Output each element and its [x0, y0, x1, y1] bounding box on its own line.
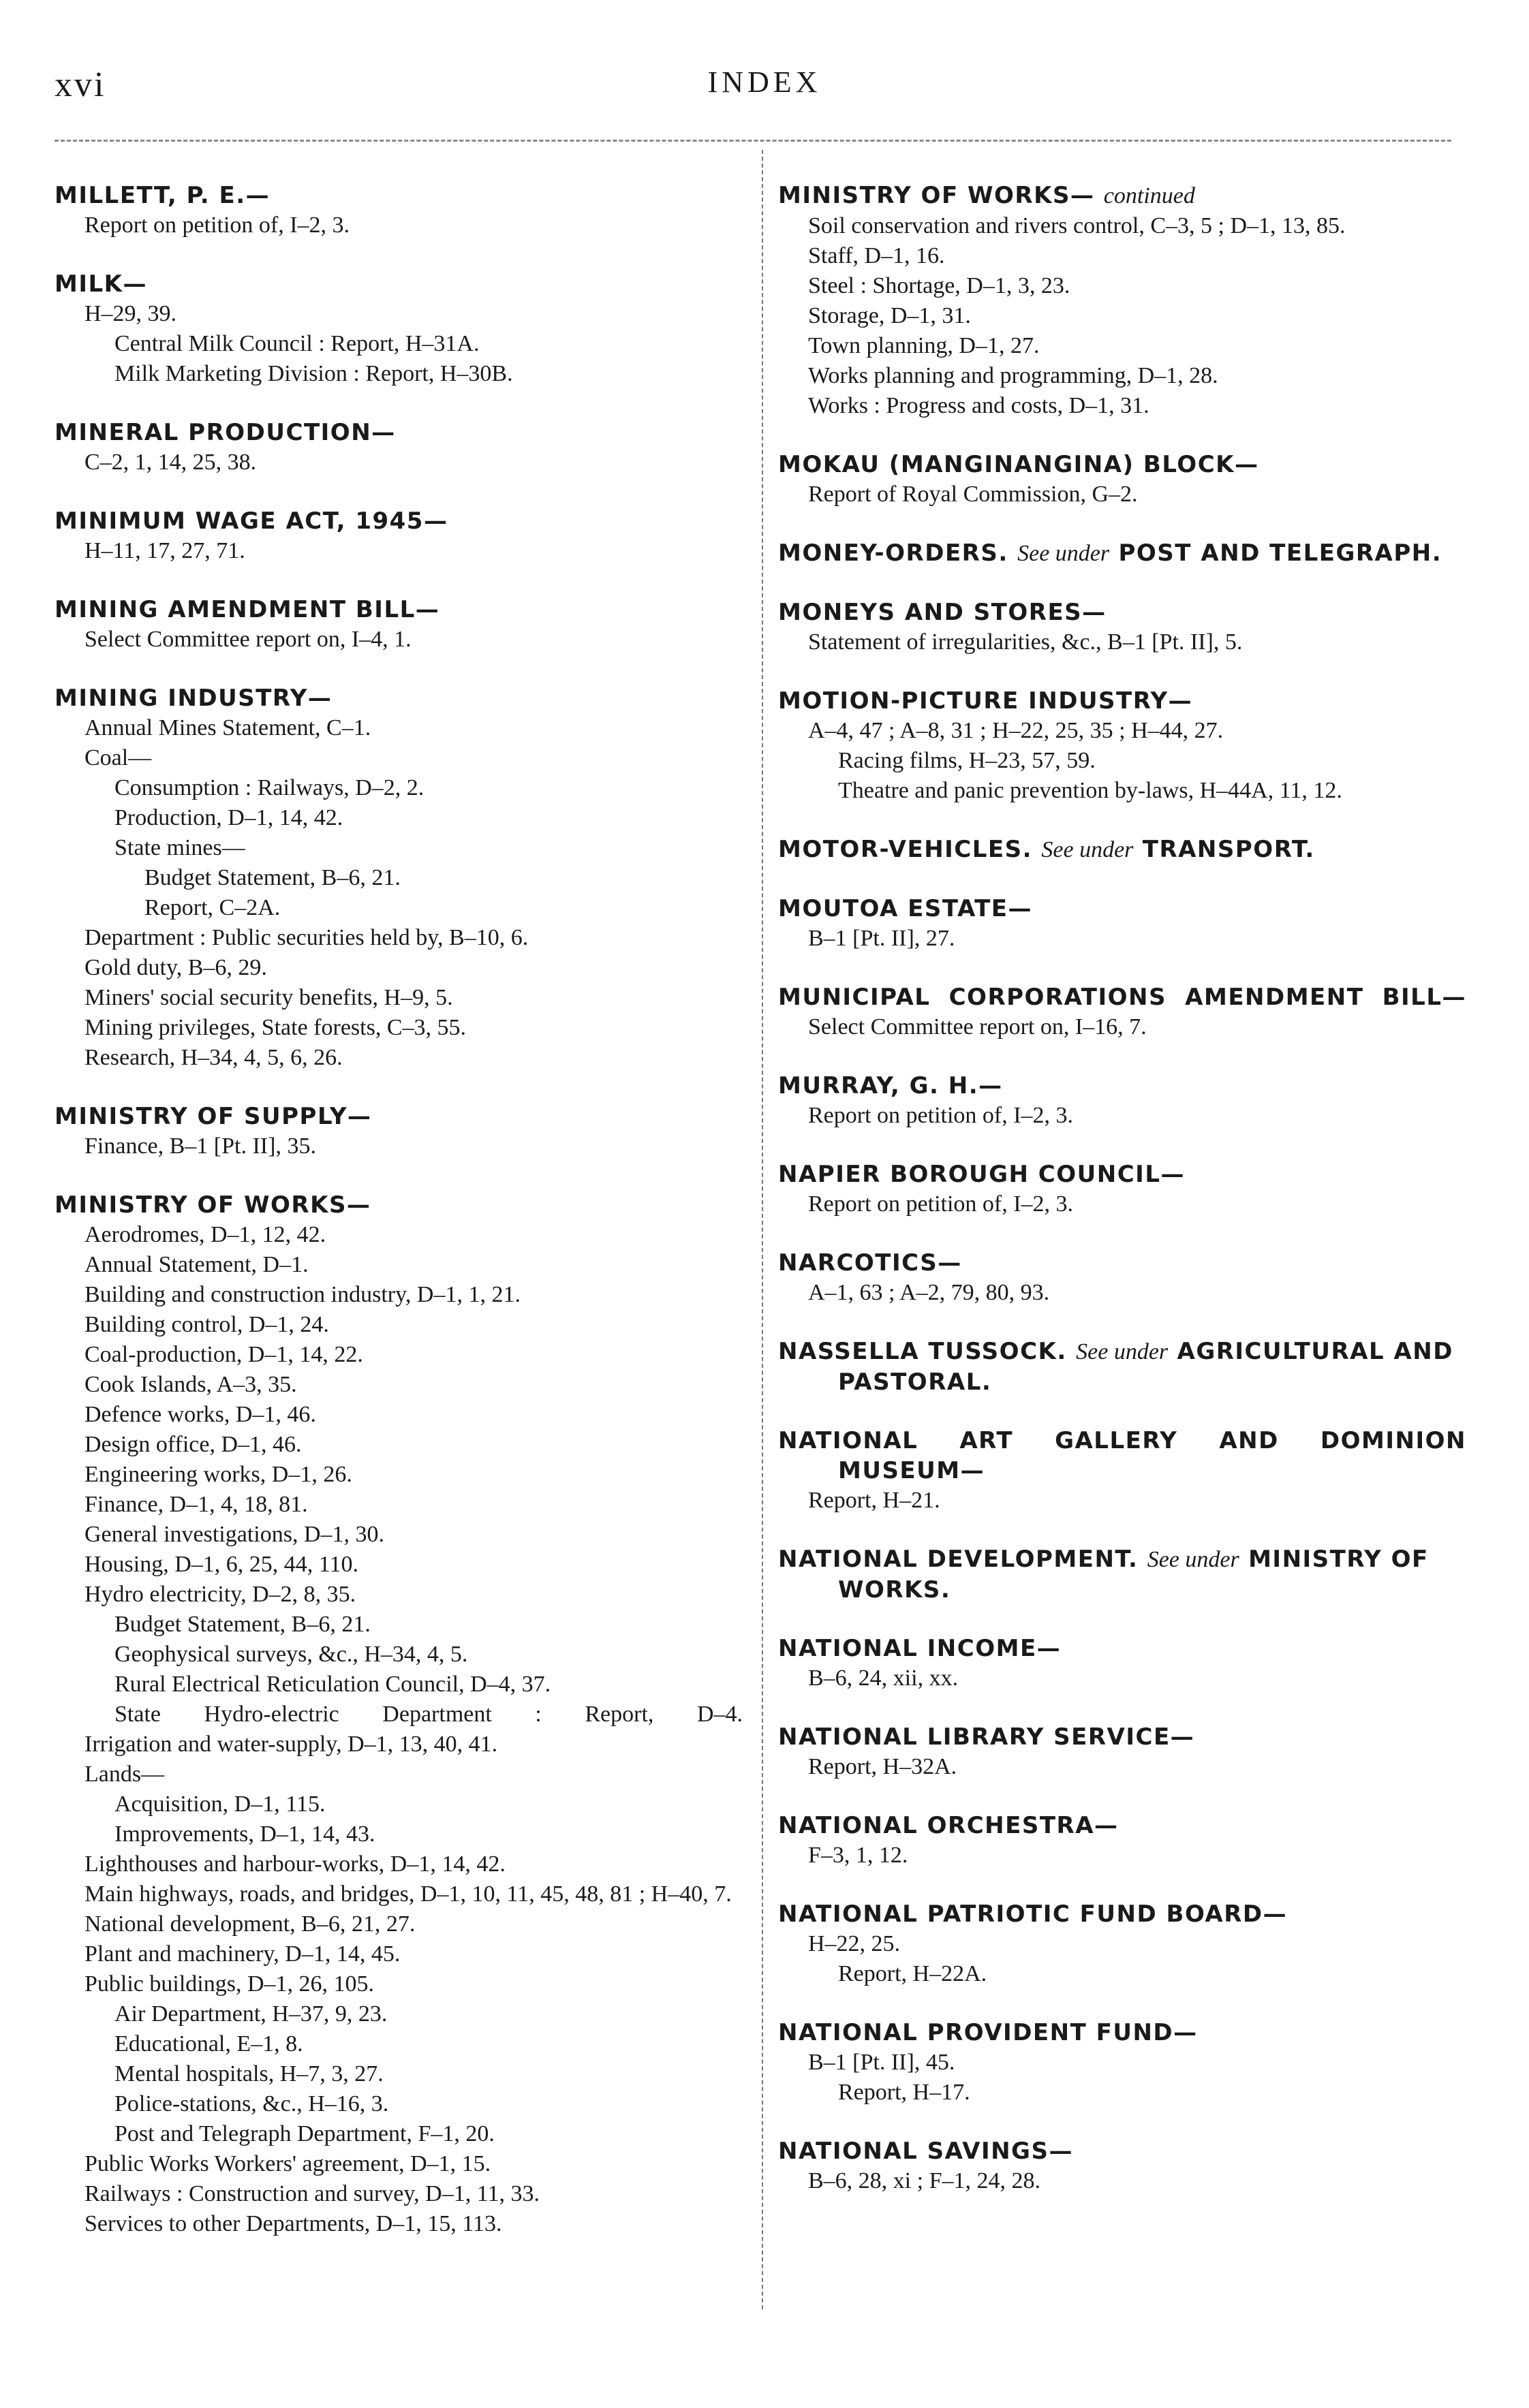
index-entry [55, 506, 743, 566]
index-entry [55, 181, 743, 240]
entry-line: Budget Statement, B–6, 21. [114, 1612, 371, 1637]
entry-line: Services to other Departments, D–1, 15, 113. [84, 2211, 502, 2236]
entry-line: Cook Islands, A–3, 35. [84, 1372, 297, 1397]
heading-text: MINING AMENDMENT BILL— [55, 596, 440, 623]
heading-text: NATIONAL ART GALLERY AND DOMINION MUSEUM— [778, 1427, 1466, 1484]
heading-text: MOTION-PICTURE INDUSTRY— [778, 687, 1193, 715]
entry-line: A–4, 47 ; A–8, 31 ; H–22, 25, 35 ; H–44, 27. [808, 718, 1224, 743]
index-entry [778, 1159, 1466, 1219]
entry-line: Theatre and panic prevention by-laws, H–44A, 11, 12. [838, 778, 1342, 803]
entry-line: Works : Progress and costs, D–1, 31. [808, 393, 1149, 418]
entry-line: Report on petition of, I–2, 3. [808, 1191, 1074, 1217]
index-entry [778, 538, 1466, 569]
entry-line: Public Works Workers' agreement, D–1, 15. [84, 2151, 491, 2176]
entry-heading [778, 1544, 1466, 1605]
entry-line: Racing films, H–23, 57, 59. [838, 748, 1096, 773]
cross-reference: AGRICULTURAL AND PASTORAL. [838, 1338, 1453, 1396]
entry-heading [778, 1336, 1466, 1397]
entry-heading [778, 1248, 1466, 1278]
entry-line: Department : Public securities held by, B–10, 6. [84, 925, 529, 950]
entry-line: Lands— [84, 1762, 165, 1787]
index-entry [55, 418, 743, 478]
entry-line: Mining privileges, State forests, C–3, 55. [84, 1015, 467, 1040]
entry-line: H–11, 17, 27, 71. [84, 538, 245, 563]
entry-line: Select Committee report on, I–16, 7. [808, 1014, 1147, 1039]
entry-line: Report, H–17. [838, 2080, 970, 2105]
entry-line: Statement of irregularities, &c., B–1 [Pt. II], 5. [808, 629, 1243, 655]
index-entry [778, 1336, 1466, 1397]
entry-line: Building and construction industry, D–1, 1, 21. [84, 1282, 521, 1307]
heading-text: MOKAU (MANGINANGINA) BLOCK— [778, 451, 1259, 478]
index-entry [778, 1633, 1466, 1693]
entry-line: Rural Electrical Reticulation Council, D–4, 37. [114, 1672, 551, 1697]
header-rule [55, 140, 1451, 142]
index-entry [778, 2018, 1466, 2108]
entry-heading [55, 683, 743, 713]
entry-line: Report, H–21. [808, 1488, 940, 1513]
entry-line: Gold duty, B–6, 29. [84, 955, 267, 980]
index-entry [778, 597, 1466, 657]
entry-line: C–2, 1, 14, 25, 38. [84, 450, 257, 475]
entry-line: Research, H–34, 4, 5, 6, 26. [84, 1045, 343, 1070]
entry-line: State mines— [114, 835, 245, 860]
page-title: INDEX [707, 65, 822, 99]
entry-line: Acquisition, D–1, 115. [114, 1792, 326, 1817]
entry-heading [55, 269, 743, 299]
index-entry [778, 1811, 1466, 1871]
heading-text: NATIONAL PROVIDENT FUND— [778, 2019, 1198, 2046]
index-entry [778, 894, 1466, 954]
index-entry [778, 1722, 1466, 1782]
heading-text: MURRAY, G. H.— [778, 1072, 1003, 1099]
heading-text: MINISTRY OF WORKS— [778, 182, 1095, 209]
heading-text: NAPIER BOROUGH COUNCIL— [778, 1161, 1185, 1188]
entry-line: Coal-production, D–1, 14, 22. [84, 1342, 363, 1367]
entry-line: Report, H–22A. [838, 1961, 987, 1986]
heading-text: NATIONAL DEVELOPMENT. [778, 1546, 1139, 1573]
entry-line: Railways : Construction and survey, D–1, 11, 33. [84, 2181, 540, 2206]
heading-text: NARCOTICS— [778, 1249, 962, 1277]
entry-line: Finance, B–1 [Pt. II], 35. [84, 1133, 316, 1159]
entry-line: Finance, D–1, 4, 18, 81. [84, 1492, 308, 1517]
entry-line: Engineering works, D–1, 26. [84, 1462, 352, 1487]
entry-heading [55, 1101, 743, 1131]
heading-text: NATIONAL LIBRARY SERVICE— [778, 1723, 1195, 1751]
entry-line: Aerodromes, D–1, 12, 42. [84, 1222, 326, 1247]
entry-line: Geophysical surveys, &c., H–34, 4, 5. [114, 1642, 468, 1667]
entry-line: F–3, 1, 12. [808, 1843, 908, 1868]
entry-line: B–6, 28, xi ; F–1, 24, 28. [808, 2168, 1040, 2193]
page-number: xvi [55, 65, 106, 104]
entry-line: Educational, E–1, 8. [114, 2031, 303, 2057]
entry-line: Budget Statement, B–6, 21. [144, 865, 401, 890]
entry-heading [778, 181, 1466, 211]
entry-heading [778, 597, 1466, 627]
index-entry [778, 1544, 1466, 1605]
entry-line: Report of Royal Commission, G–2. [808, 482, 1138, 507]
heading-text: NATIONAL INCOME— [778, 1635, 1062, 1662]
heading-text: MILLETT, P. E.— [55, 182, 271, 209]
heading-text: MINERAL PRODUCTION— [55, 419, 396, 446]
index-entry [778, 181, 1466, 421]
entry-line: Lighthouses and harbour-works, D–1, 14, 42. [84, 1851, 506, 1877]
cross-reference: POST AND TELEGRAPH. [1118, 540, 1442, 567]
index-entry [778, 2136, 1466, 2196]
entry-line: Report, C–2A. [144, 895, 281, 920]
entry-line: Soil conservation and rivers control, C–3, 5 ; D–1, 13, 85. [808, 213, 1346, 238]
heading-text: MINING INDUSTRY— [55, 685, 333, 712]
entry-line: Defence works, D–1, 46. [84, 1402, 316, 1427]
entry-line: Improvements, D–1, 14, 43. [114, 1821, 375, 1847]
entry-heading [55, 418, 743, 448]
heading-text: NATIONAL SAVINGS— [778, 2138, 1073, 2165]
index-entry [778, 450, 1466, 510]
entry-heading [778, 2018, 1466, 2048]
entry-heading [778, 2136, 1466, 2166]
right-column [778, 181, 1466, 2225]
see-under-note: See under [1147, 1547, 1239, 1572]
entry-line: A–1, 63 ; A–2, 79, 80, 93. [808, 1280, 1050, 1305]
entry-line: B–1 [Pt. II], 27. [808, 926, 955, 951]
entry-line: General investigations, D–1, 30. [84, 1522, 385, 1547]
entry-line: Annual Mines Statement, C–1. [84, 715, 371, 740]
heading-text: NASSELLA TUSSOCK. [778, 1338, 1067, 1365]
entry-line: Report on petition of, I–2, 3. [808, 1103, 1074, 1128]
entry-line: Building control, D–1, 24. [84, 1312, 329, 1337]
see-under-note: See under [1017, 541, 1110, 566]
entry-line: B–6, 24, xii, xx. [808, 1666, 959, 1691]
entry-heading [55, 1190, 743, 1220]
entry-line: Steel : Shortage, D–1, 3, 23. [808, 273, 1070, 298]
heading-text: NATIONAL ORCHESTRA— [778, 1812, 1119, 1839]
index-entry [778, 982, 1466, 1042]
see-under-note: See under [1041, 837, 1134, 862]
entry-line: Mental hospitals, H–7, 3, 27. [114, 2061, 384, 2086]
entry-line: H–22, 25. [808, 1931, 901, 1956]
heading-text: MOTOR-VEHICLES. [778, 836, 1033, 863]
entry-heading [55, 595, 743, 625]
index-entry [778, 1248, 1466, 1308]
left-column [55, 181, 743, 2268]
entry-line: Annual Statement, D–1. [84, 1252, 309, 1277]
entry-line: Main highways, roads, and bridges, D–1, 10, 11, 45, 48, 81 ; H–40, 7. [84, 1881, 732, 1907]
entry-heading [778, 1426, 1466, 1486]
entry-line: Consumption : Railways, D–2, 2. [114, 775, 424, 800]
index-entry [778, 1071, 1466, 1131]
entry-heading [778, 1722, 1466, 1752]
entry-line: Miners' social security benefits, H–9, 5. [84, 985, 453, 1010]
index-entry [55, 269, 743, 389]
index-entry [55, 595, 743, 655]
entry-line: Report on petition of, I–2, 3. [84, 213, 350, 238]
entry-heading [778, 894, 1466, 924]
entry-line: National development, B–6, 21, 27. [84, 1911, 416, 1937]
heading-text: MONEYS AND STORES— [778, 599, 1107, 626]
heading-text: MUNICIPAL CORPORATIONS AMENDMENT BILL— [778, 984, 1466, 1011]
entry-heading [778, 1633, 1466, 1663]
heading-text: MILK— [55, 270, 147, 298]
heading-text: MINISTRY OF SUPPLY— [55, 1103, 372, 1130]
index-entry [778, 834, 1466, 865]
entry-line: Irrigation and water-supply, D–1, 13, 40, 41. [84, 1732, 498, 1757]
entry-line: Storage, D–1, 31. [808, 303, 971, 328]
entry-line: Central Milk Council : Report, H–31A. [114, 331, 480, 356]
entry-heading [778, 686, 1466, 716]
cross-reference: TRANSPORT. [1142, 836, 1315, 863]
entry-line: Housing, D–1, 6, 25, 44, 110. [84, 1552, 359, 1577]
entry-heading [778, 834, 1466, 865]
index-entry [778, 1899, 1466, 1989]
index-entry [778, 686, 1466, 806]
entry-heading [778, 450, 1466, 480]
entry-line: Town planning, D–1, 27. [808, 333, 1040, 358]
entry-line: Select Committee report on, I–4, 1. [84, 627, 412, 652]
entry-line: Police-stations, &c., H–16, 3. [114, 2091, 389, 2116]
entry-heading [55, 506, 743, 536]
page-header [0, 65, 1529, 119]
heading-text: MINISTRY OF WORKS— [55, 1191, 371, 1219]
index-entry [778, 1426, 1466, 1516]
entry-line: Production, D–1, 14, 42. [114, 805, 343, 830]
see-under-note: See under [1076, 1339, 1169, 1364]
entry-line: Milk Marketing Division : Report, H–30B. [114, 361, 513, 386]
entry-heading [778, 1071, 1466, 1101]
entry-heading [55, 181, 743, 210]
index-entry [55, 1101, 743, 1161]
entry-heading [778, 1899, 1466, 1929]
entry-heading [778, 538, 1466, 569]
entry-line: H–29, 39. [84, 301, 177, 326]
entry-heading [778, 982, 1466, 1012]
entry-line: Air Department, H–37, 9, 23. [114, 2001, 388, 2027]
entry-line: Post and Telegraph Department, F–1, 20. [114, 2121, 495, 2146]
index-entry [55, 683, 743, 1073]
entry-line: Hydro electricity, D–2, 8, 35. [84, 1582, 356, 1607]
column-divider [762, 150, 763, 2309]
heading-text: MOUTOA ESTATE— [778, 895, 1033, 922]
heading-text: MONEY-ORDERS. [778, 540, 1008, 567]
entry-line: State Hydro-electric Department : Report, D–4. [114, 1702, 743, 1727]
entry-line: Design office, D–1, 46. [84, 1432, 302, 1457]
entry-line: B–1 [Pt. II], 45. [808, 2050, 955, 2075]
entry-line: Report, H–32A. [808, 1754, 957, 1779]
entry-line: Staff, D–1, 16. [808, 243, 945, 268]
see-under-note: continued [1103, 183, 1195, 208]
heading-text: MINIMUM WAGE ACT, 1945— [55, 507, 448, 535]
entry-line: Coal— [84, 745, 152, 770]
entry-line: Public buildings, D–1, 26, 105. [84, 1971, 375, 1997]
cross-reference: MINISTRY OF WORKS. [838, 1546, 1429, 1604]
entry-heading [778, 1159, 1466, 1189]
entry-line: Works planning and programming, D–1, 28. [808, 363, 1218, 388]
entry-line: Plant and machinery, D–1, 14, 45. [84, 1941, 401, 1967]
heading-text: NATIONAL PATRIOTIC FUND BOARD— [778, 1901, 1288, 1928]
index-entry [55, 1190, 743, 2239]
entry-heading [778, 1811, 1466, 1841]
